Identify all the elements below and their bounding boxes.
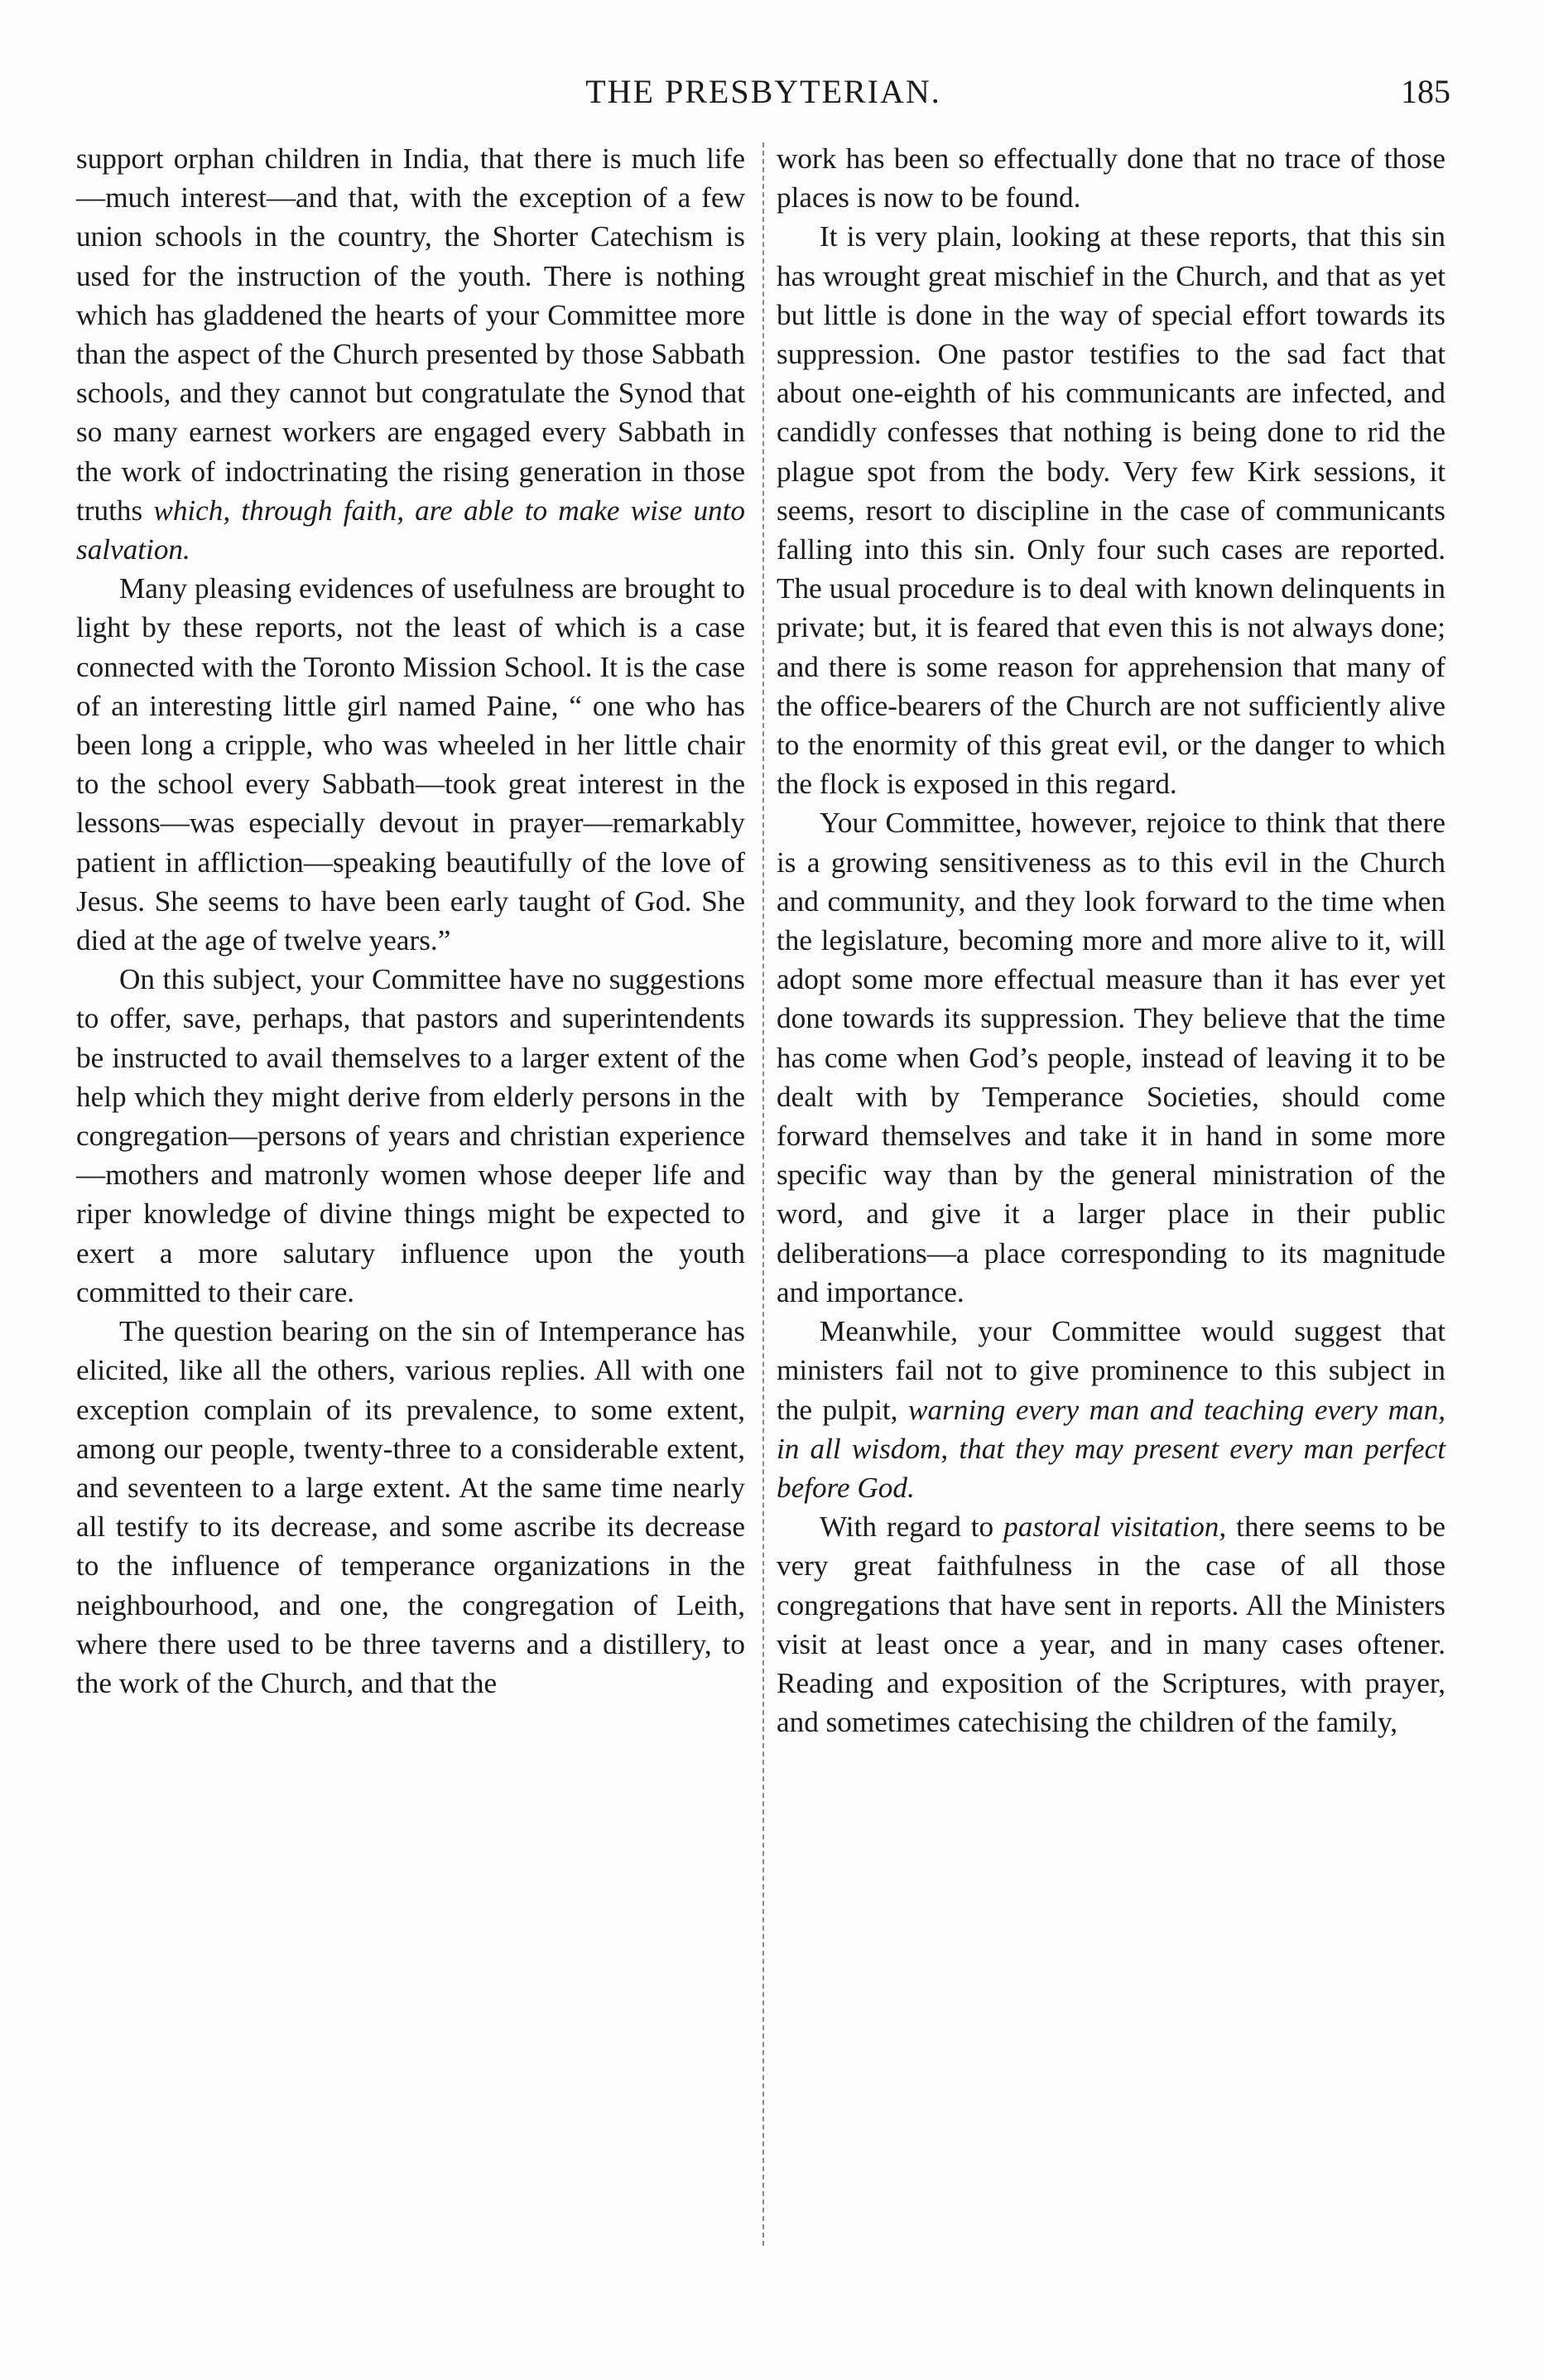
scripture-quote: which, through faith, are able to make wise unto salvation. [76, 494, 746, 566]
paragraph-suggestions: On this subject, your Committee have no suggestions to offer, save, perhaps, that pastors and superintendents be instructed to avail themselves to a larger extent of the help which they might derive from elderly persons in the congregation—persons of years and christian experience—mothers and matronly women whose deeper life and riper knowledge of divine things might be expected to exert a more salutary influence upon the youth committed to their care. [76, 963, 745, 1308]
page-number: 185 [1401, 73, 1450, 110]
column-divider [762, 142, 764, 2246]
running-head [76, 71, 1450, 121]
journal-title: THE PRESBYTERIAN. [585, 73, 941, 110]
paragraph-evidences: Many pleasing evidences of usefulness are brought to light by these reports, not the least of which is a case connected with the Toronto Mission School. It is the case of an interesting little girl named Paine, “ one who has been long a cripple, who was wheeled in her little chair to the school every Sabbath—took great interest in the lessons—was especially devout in prayer—remarkably patient in affliction—speaking beautifully of the love of Jesus. She seems to have been early taught of God. She died at the age of twelve years.” [76, 572, 745, 957]
paragraph-sensitiveness: Your Committee, however, rejoice to think that there is a growing sensitiveness as to this evil in the Church and community, and they look forward to the time when the legislature, becoming more and more alive to it, will adopt some more effectual measure than it has ever yet done towards its suppression. They believe that the time has come when God’s people, instead of leaving it to be dealt with by Temperance Societies, should come forward themselves and take it in hand in some more specific way than by the general ministration of the word, and give it a larger place in their public deliberations—a place corresponding to its magnitude and importance. [777, 807, 1445, 1308]
paragraph-sabbath-schools [76, 139, 745, 569]
paragraph-visitation [777, 1507, 1445, 1742]
paragraph-intemperance: The question bearing on the sin of Intemperance has elicited, like all the others, various replies. All with one exception complain of its prevalence, to some extent, among our people, twenty-three to a considerable extent, and seventeen to a large extent. At the same time nearly all testify to its decrease, and some ascribe its decrease to the influence of temperance organizations in the neighbourhood, and one, the congregation of Leith, where there used to be three taverns and a distillery, to the work of the Church, and that the [76, 1315, 745, 1699]
paragraph-text: Meanwhile, your Committee would suggest that ministers fail not to give prominence to this subject in the pulpit, [777, 1315, 1445, 1426]
emphasis-term: pastoral visitation, [1003, 1510, 1227, 1544]
paragraph-text: support orphan children in India, that there is much life—much interest—and that, with the exception of a few union schools in the country, the Shorter Catechism is used for the instruction of the youth. There is nothing which has gladdened the hearts of your Committee more than the aspect of the Church presented by those Sabbath schools, and they cannot but congratulate the Synod that so many earnest workers are engaged every Sabbath in the work of indoctrinating the rising generation in those truths [76, 142, 745, 527]
paragraph-mischief: It is very plain, looking at these reports, that this sin has wrought great mischief in the Church, and that as yet but little is done in the way of special effort towards its suppression. One pastor testifies to the sad fact that about one-eighth of his communicants are infected, and candidly confesses that nothing is being done to rid the plague spot from the body. Very few Kirk sessions, it seems, resort to discipline in the case of communicants falling into this sin. Only four such cases are reported. The usual procedure is to deal with known delinquents in private; but, it is feared that even this is not always done; and there is some reason for apprehension that many of the office-bearers of the Church are not sufficiently alive to the enormity of this great evil, or the danger to which the flock is exposed in this regard. [777, 220, 1445, 801]
right-column [777, 139, 1445, 1742]
paragraph-text: With regard to [820, 1510, 994, 1544]
left-column [76, 139, 745, 1703]
scripture-quote: warning every man and teaching every man, in all wisdom, that they may present every man perfect before God. [777, 1393, 1445, 1504]
paragraph-pulpit [777, 1312, 1445, 1507]
paragraph-text: there seems to be very great faithfulness in the case of all those congregations that have sent in reports. All the Ministers visit at least once a year, and in many cases oftener. Reading and exposition of the Scriptures, with prayer, and sometimes catechising the children of the family, [777, 1510, 1445, 1739]
paragraph-continued: work has been so effectually done that no trace of those places is now to be found. [777, 142, 1445, 214]
